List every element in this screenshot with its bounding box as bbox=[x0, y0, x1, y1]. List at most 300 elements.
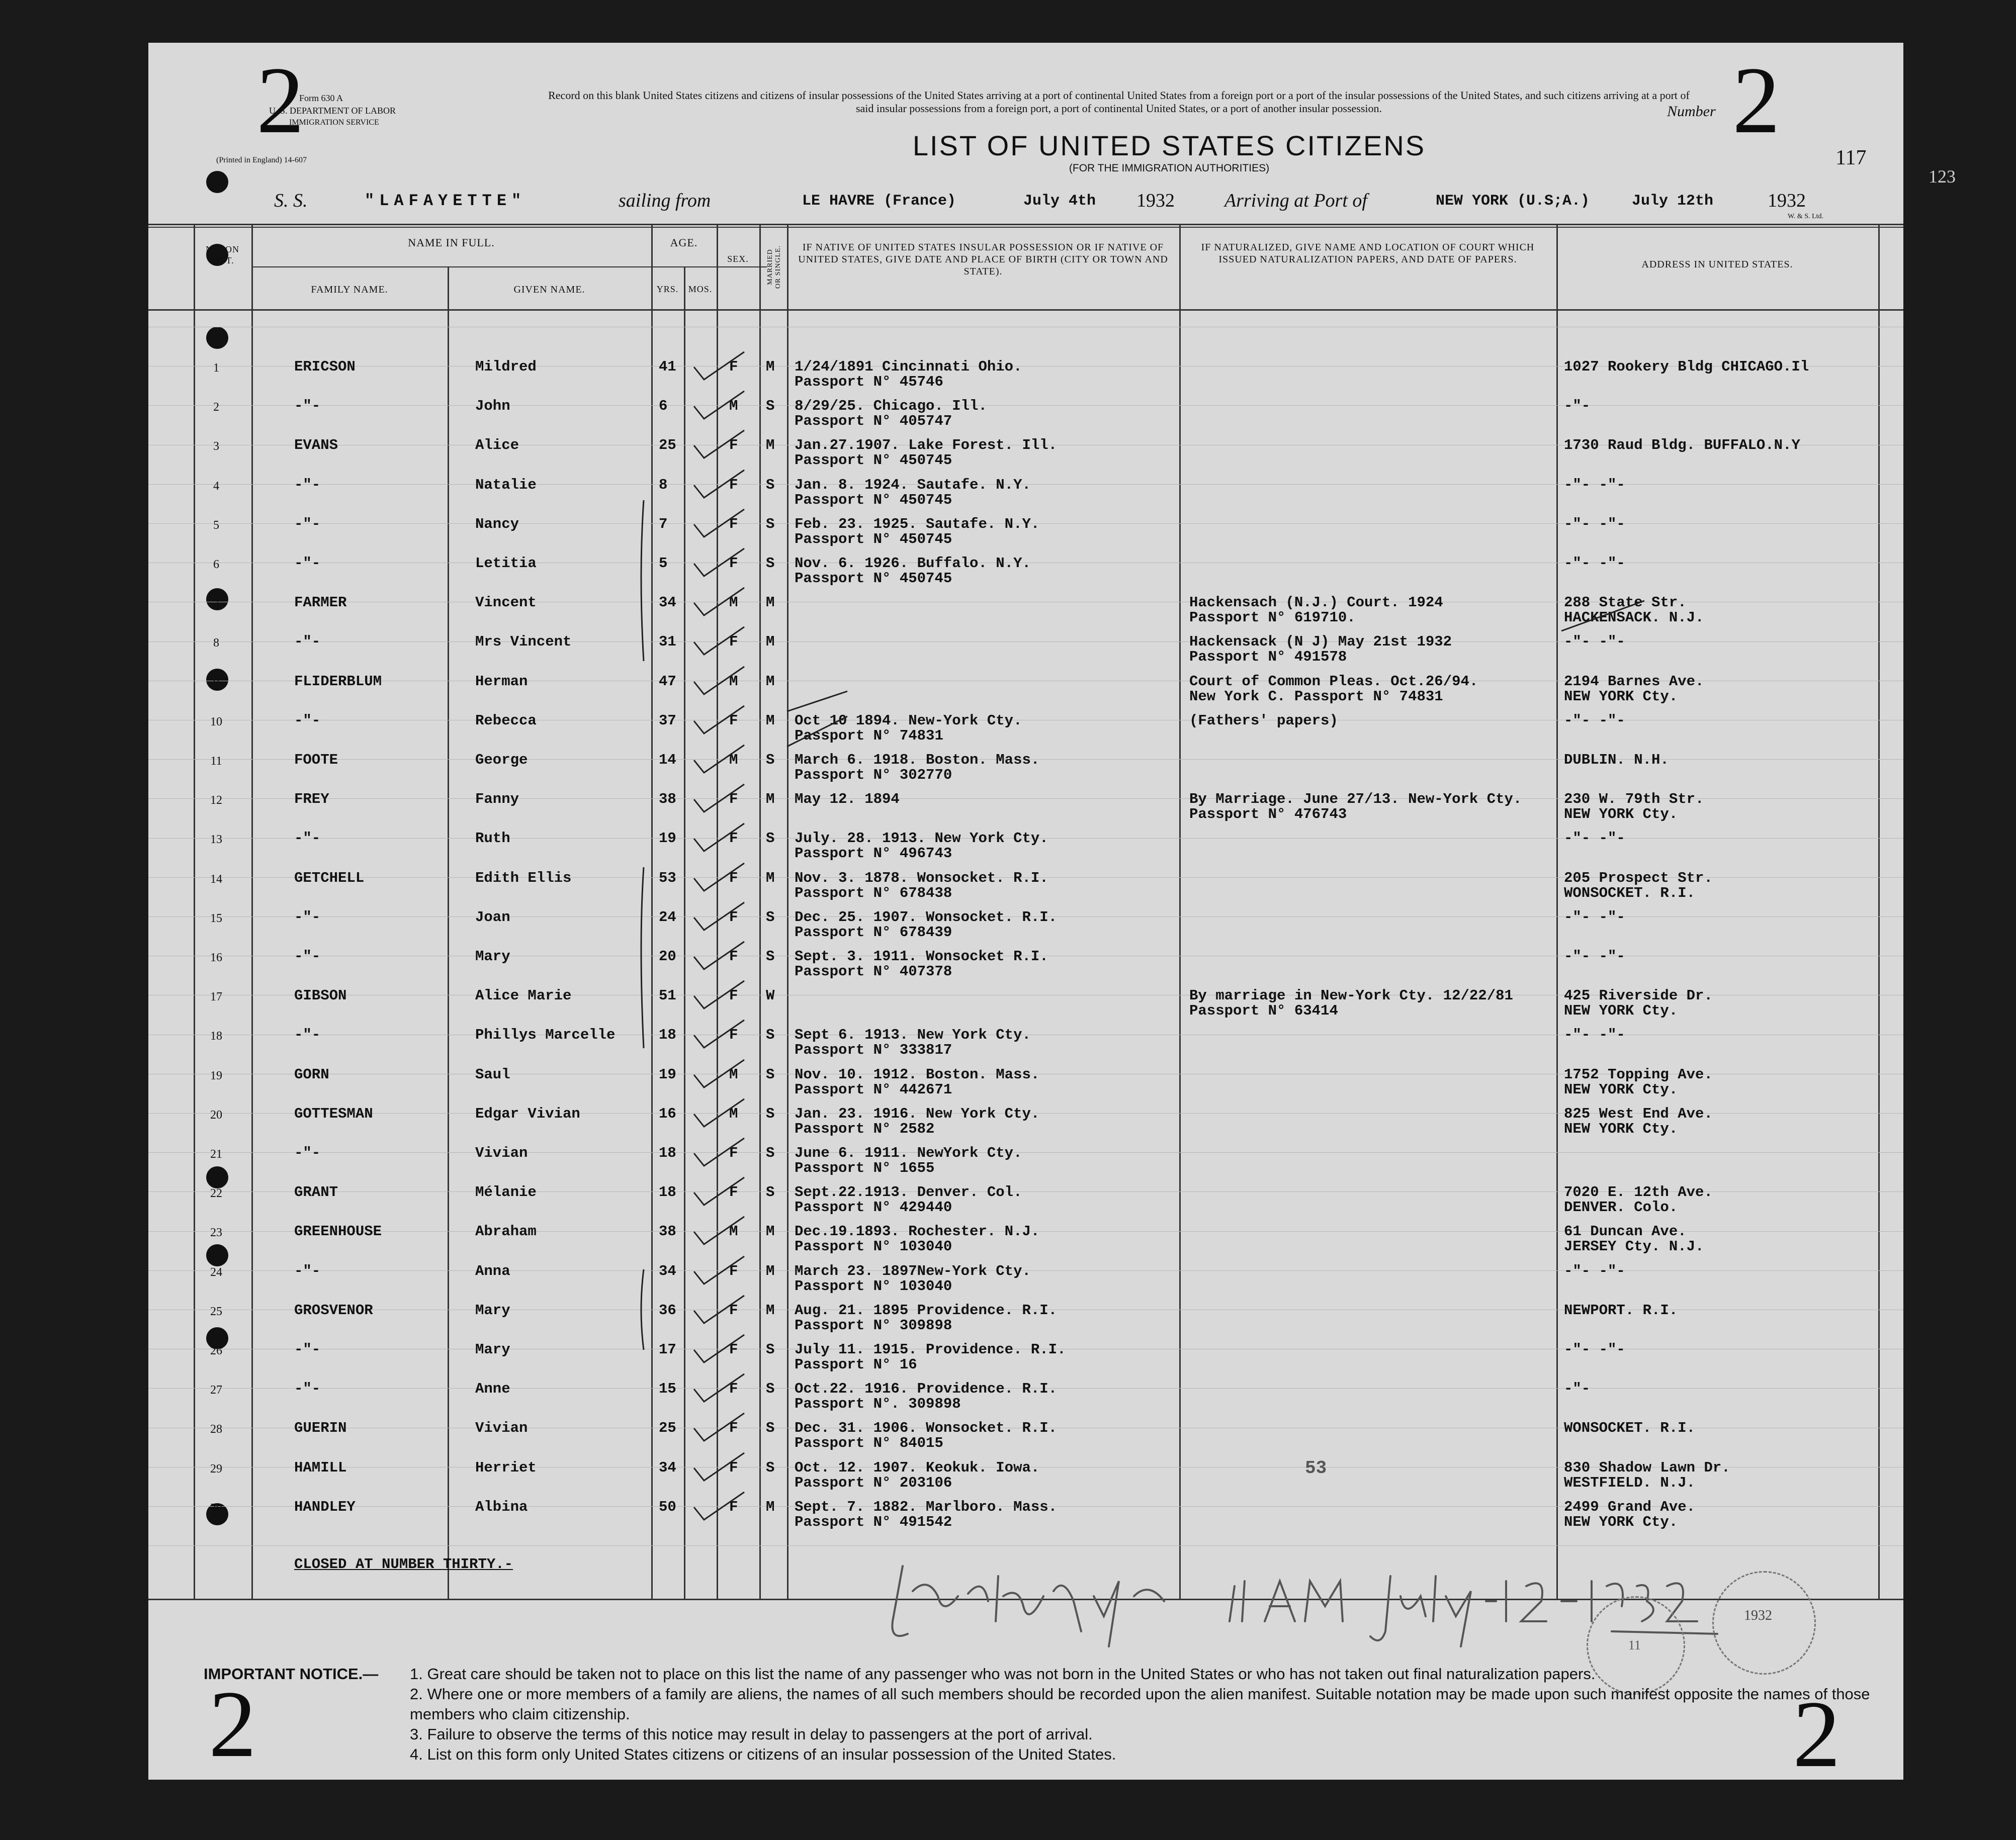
arrival-port: NEW YORK (U.S;A.) bbox=[1436, 193, 1590, 210]
family-name: HANDLEY bbox=[294, 1498, 356, 1515]
address-city: NEW YORK Cty. bbox=[1564, 688, 1678, 705]
age-years: 20 bbox=[659, 948, 676, 965]
age-years: 38 bbox=[659, 791, 676, 808]
age-years: 37 bbox=[659, 712, 676, 729]
given-name: Edgar Vivian bbox=[475, 1105, 580, 1122]
age-years: 7 bbox=[659, 515, 668, 532]
age-years: 53 bbox=[659, 869, 676, 886]
given-name: Albina bbox=[475, 1498, 528, 1515]
row-number: 12 bbox=[210, 794, 222, 807]
row-number: 18 bbox=[210, 1030, 222, 1043]
family-name: -"- bbox=[294, 1027, 321, 1044]
naturalization-info: (Fathers' papers) bbox=[1189, 712, 1338, 729]
age-years: 19 bbox=[659, 1066, 676, 1083]
notice-item: 3. Failure to observe the terms of this notice may result in delay to passengers at the port of arrival. bbox=[410, 1725, 1093, 1743]
row-number: 16 bbox=[210, 951, 222, 964]
given-name: Anna bbox=[475, 1262, 510, 1279]
family-name: -"- bbox=[294, 555, 321, 572]
given-name: Vincent bbox=[475, 594, 537, 611]
marital-status: M bbox=[766, 791, 775, 808]
marital-status: S bbox=[766, 1420, 775, 1437]
sex: F bbox=[729, 358, 738, 375]
marital-status: W bbox=[766, 987, 775, 1004]
arrival-date: July 12th bbox=[1632, 193, 1714, 210]
family-name: -"- bbox=[294, 398, 321, 415]
address: 425 Riverside Dr. bbox=[1564, 987, 1713, 1004]
birth-info: March 23. 1897New-York Cty. bbox=[795, 1262, 1031, 1279]
birth-info: July. 28. 1913. New York Cty. bbox=[795, 830, 1048, 847]
notice-item: 1. Great care should be taken not to place on this list the name of any passenger who was not born in the United States or who has not taken out final naturalization papers. bbox=[410, 1665, 1596, 1683]
family-name: -"- bbox=[294, 515, 321, 532]
family-name: GUERIN bbox=[294, 1420, 347, 1437]
edge-number: 123 bbox=[1929, 166, 1956, 187]
arrival-year: 1932 bbox=[1768, 190, 1806, 211]
sex: F bbox=[729, 555, 738, 572]
birth-info: Dec. 31. 1906. Wonsocket. R.I. bbox=[795, 1420, 1058, 1437]
address: 230 W. 79th Str. bbox=[1564, 791, 1704, 808]
family-name: -"- bbox=[294, 830, 321, 847]
row-number: 21 bbox=[210, 1148, 222, 1161]
sex: F bbox=[729, 515, 738, 532]
family-name: -"- bbox=[294, 908, 321, 926]
age-years: 25 bbox=[659, 1420, 676, 1437]
address: 205 Prospect Str. bbox=[1564, 869, 1713, 886]
address: 61 Duncan Ave. bbox=[1564, 1223, 1687, 1240]
address: -"- -"- bbox=[1564, 908, 1625, 926]
bottom-left-number: 2 bbox=[209, 1672, 256, 1777]
given-name: Abraham bbox=[475, 1223, 537, 1240]
sex: F bbox=[729, 908, 738, 926]
sex: F bbox=[729, 1027, 738, 1044]
family-name: -"- bbox=[294, 712, 321, 729]
row-number: 23 bbox=[210, 1226, 222, 1240]
header-address: ADDRESS IN UNITED STATES. bbox=[1641, 259, 1793, 270]
passport-number: Passport N° 678438 bbox=[795, 884, 952, 901]
marital-status: S bbox=[766, 1145, 775, 1161]
family-name: -"- bbox=[294, 1381, 321, 1398]
given-name: Mildred bbox=[475, 358, 537, 375]
pen-stroke bbox=[787, 691, 847, 711]
birth-info: Sept. 7. 1882. Marlboro. Mass. bbox=[795, 1498, 1058, 1515]
marital-status: S bbox=[766, 476, 775, 493]
marital-status: S bbox=[766, 515, 775, 532]
ship-name: "LAFAYETTE" bbox=[365, 192, 527, 210]
header-family-name: FAMILY NAME. bbox=[311, 284, 388, 295]
given-name: Herman bbox=[475, 673, 528, 690]
sex: F bbox=[729, 1145, 738, 1161]
birth-info: Nov. 6. 1926. Buffalo. N.Y. bbox=[795, 555, 1031, 572]
row-number: 11 bbox=[210, 755, 222, 768]
address: -"- -"- bbox=[1564, 1341, 1625, 1358]
row-number: 6 bbox=[213, 558, 219, 571]
address-city: JERSEY Cty. N.J. bbox=[1564, 1238, 1704, 1255]
passport-number: Passport N° 74831 bbox=[795, 727, 943, 744]
sex: F bbox=[729, 476, 738, 493]
address: -"- -"- bbox=[1564, 1262, 1625, 1279]
birth-info: July 11. 1915. Providence. R.I. bbox=[795, 1341, 1066, 1358]
address: -"- -"- bbox=[1564, 712, 1625, 729]
page-number: 117 bbox=[1835, 146, 1867, 169]
address: DUBLIN. N.H. bbox=[1564, 752, 1669, 768]
passport-number: Passport N° 678439 bbox=[795, 924, 952, 941]
passport-number: Passport N° 407378 bbox=[795, 963, 952, 980]
address: 288 State Str. bbox=[1564, 594, 1687, 611]
row-number: 13 bbox=[210, 833, 222, 847]
row-number: 7 bbox=[213, 597, 219, 611]
marital-status: S bbox=[766, 752, 775, 768]
service: IMMIGRATION SERVICE bbox=[289, 118, 379, 127]
address: NEWPORT. R.I. bbox=[1564, 1302, 1678, 1319]
row-number: 30 bbox=[210, 1501, 222, 1515]
sex: M bbox=[729, 398, 738, 415]
sex: F bbox=[729, 1498, 738, 1515]
form-id: Form 630 A bbox=[299, 93, 343, 103]
passport-number: Passport N° 2582 bbox=[795, 1120, 935, 1137]
passport-number: Passport N°. 309898 bbox=[795, 1396, 961, 1413]
pen-stroke bbox=[1561, 601, 1644, 631]
family-name: FLIDERBLUM bbox=[294, 673, 382, 690]
manifest-page bbox=[148, 43, 1956, 1787]
marital-status: S bbox=[766, 555, 775, 572]
sail-date: July 4th bbox=[1023, 193, 1096, 210]
sex: F bbox=[729, 437, 738, 454]
given-name: Mary bbox=[475, 948, 510, 965]
header-age: AGE. bbox=[670, 236, 698, 249]
row-number: 5 bbox=[213, 518, 219, 532]
family-name: -"- bbox=[294, 948, 321, 965]
row-number: 1 bbox=[213, 361, 219, 375]
address: 1730 Raud Bldg. BUFFALO.N.Y bbox=[1564, 437, 1800, 454]
closing-statement bbox=[294, 1556, 513, 1573]
notice-item: 4. List on this form only United States citizens or citizens of an insular possession of the United States. bbox=[410, 1745, 1116, 1763]
birth-info: Feb. 23. 1925. Sautafe. N.Y. bbox=[795, 515, 1040, 532]
birth-info: Sept.22.1913. Denver. Col. bbox=[795, 1184, 1022, 1201]
naturalization-passport: Passport N° 491578 bbox=[1189, 649, 1347, 666]
sex: M bbox=[729, 1105, 738, 1122]
address: 1027 Rookery Bldg CHICAGO.Il bbox=[1564, 358, 1809, 375]
family-name: GETCHELL bbox=[294, 869, 365, 886]
sex: F bbox=[729, 987, 738, 1004]
address: 2194 Barnes Ave. bbox=[1564, 673, 1704, 690]
age-years: 50 bbox=[659, 1498, 676, 1515]
marital-status: S bbox=[766, 908, 775, 926]
passport-number: Passport N° 496743 bbox=[795, 845, 952, 862]
marital-status: S bbox=[766, 1341, 775, 1358]
address-city: NEW YORK Cty. bbox=[1564, 1120, 1678, 1137]
passport-number: Passport N° 442671 bbox=[795, 1081, 952, 1098]
marital-status: M bbox=[766, 712, 775, 729]
age-years: 25 bbox=[659, 437, 676, 454]
row-number: 26 bbox=[210, 1344, 222, 1357]
address: -"- -"- bbox=[1564, 633, 1625, 651]
marital-status: M bbox=[766, 1262, 775, 1279]
given-name: John bbox=[475, 398, 510, 415]
age-years: 6 bbox=[659, 398, 668, 415]
row-number: 4 bbox=[213, 479, 219, 493]
sex: F bbox=[729, 948, 738, 965]
notice-items bbox=[410, 1664, 1878, 1765]
family-name: -"- bbox=[294, 1262, 321, 1279]
given-name: Alice bbox=[475, 437, 519, 454]
age-years: 18 bbox=[659, 1027, 676, 1044]
department: U. S. DEPARTMENT OF LABOR bbox=[269, 106, 396, 116]
row-number: 27 bbox=[210, 1384, 222, 1397]
number-label: Number bbox=[1667, 103, 1716, 120]
row-number: 8 bbox=[213, 636, 219, 650]
marital-status: M bbox=[766, 1223, 775, 1240]
birth-info: June 6. 1911. NewYork Cty. bbox=[795, 1145, 1022, 1161]
sex: M bbox=[729, 752, 738, 768]
marital-status: S bbox=[766, 1066, 775, 1083]
header-naturalized: IF NATURALIZED, GIVE NAME AND LOCATION OF COURT WHICH ISSUED NATURALIZATION PAPERS, AND DATE OF PAPERS. bbox=[1201, 242, 1535, 265]
address: -"- bbox=[1564, 1381, 1591, 1398]
stamp-text: 1932 bbox=[1744, 1608, 1772, 1623]
naturalization-passport: New York C. Passport N° 74831 bbox=[1189, 688, 1443, 705]
age-years: 16 bbox=[659, 1105, 676, 1122]
stamp-text: 11 bbox=[1628, 1638, 1641, 1652]
header-age-years: YRS. bbox=[656, 284, 679, 294]
given-name: Alice Marie bbox=[475, 987, 572, 1004]
age-years: 5 bbox=[659, 555, 668, 572]
family-name: FOOTE bbox=[294, 752, 338, 768]
header-no: NO. ON LIST. bbox=[206, 244, 239, 265]
row-number: 29 bbox=[210, 1462, 222, 1476]
passport-number: Passport N° 84015 bbox=[795, 1435, 943, 1452]
page-subtitle: (FOR THE IMMIGRATION AUTHORITIES) bbox=[1069, 162, 1270, 174]
row-number: 22 bbox=[210, 1187, 222, 1201]
sex: F bbox=[729, 830, 738, 847]
family-name: ERICSON bbox=[294, 358, 356, 375]
age-years: 34 bbox=[659, 594, 676, 611]
passport-number: Passport N° 309898 bbox=[795, 1317, 952, 1334]
birth-info: Jan. 23. 1916. New York Cty. bbox=[795, 1105, 1040, 1122]
birth-info: Sept 6. 1913. New York Cty. bbox=[795, 1027, 1031, 1044]
passport-number: Passport N° 405747 bbox=[795, 413, 952, 430]
age-years: 19 bbox=[659, 830, 676, 847]
given-name: Mrs Vincent bbox=[475, 633, 572, 651]
family-name: FREY bbox=[294, 791, 329, 808]
passport-number: Passport N° 450745 bbox=[795, 570, 952, 587]
birth-info: Oct 10 1894. New-York Cty. bbox=[795, 712, 1022, 729]
marital-status: M bbox=[766, 594, 775, 611]
family-bracket bbox=[641, 1269, 644, 1350]
notice-item: 2. Where one or more members of a family are aliens, the names of all such members should be recorded upon the alien manifest. Suitable notation may be made upon such manifest opposite the names of those members who claim citizenship. bbox=[410, 1685, 1870, 1723]
marital-status: S bbox=[766, 1459, 775, 1476]
naturalization-passport: Passport N° 619710. bbox=[1189, 609, 1356, 626]
given-name: Vivian bbox=[475, 1145, 528, 1161]
address: WONSOCKET. R.I. bbox=[1564, 1420, 1696, 1437]
page-title: LIST OF UNITED STATES CITIZENS bbox=[912, 130, 1426, 161]
row-number: 10 bbox=[210, 715, 222, 728]
sex: F bbox=[729, 1459, 738, 1476]
sex: F bbox=[729, 1341, 738, 1358]
passport-number: Passport N° 429440 bbox=[795, 1199, 952, 1216]
address-city: NEW YORK Cty. bbox=[1564, 1081, 1678, 1098]
passport-number: Passport N° 103040 bbox=[795, 1238, 952, 1255]
address: -"- -"- bbox=[1564, 830, 1625, 847]
departure-port: LE HAVRE (France) bbox=[802, 193, 956, 210]
given-name: George bbox=[475, 752, 528, 768]
sex: M bbox=[729, 1066, 738, 1083]
marital-status: S bbox=[766, 1184, 775, 1201]
family-bracket bbox=[641, 867, 644, 1048]
family-name: EVANS bbox=[294, 437, 338, 454]
ss-label: S. S. bbox=[274, 190, 308, 211]
birth-info: Dec.19.1893. Rochester. N.J. bbox=[795, 1223, 1040, 1240]
age-years: 24 bbox=[659, 908, 676, 926]
age-years: 17 bbox=[659, 1341, 676, 1358]
naturalization-passport: Passport N° 476743 bbox=[1189, 806, 1347, 823]
address-city: WESTFIELD. N.J. bbox=[1564, 1474, 1696, 1491]
given-name: Vivian bbox=[475, 1420, 528, 1437]
given-name: Nancy bbox=[475, 515, 519, 532]
age-years: 38 bbox=[659, 1223, 676, 1240]
printer-mark: W. & S. Ltd. bbox=[1788, 213, 1824, 220]
passport-number: Passport N° 302770 bbox=[795, 767, 952, 783]
row-number: 15 bbox=[210, 911, 222, 925]
given-name: Joan bbox=[475, 908, 510, 926]
given-name: Ruth bbox=[475, 830, 510, 847]
sex: F bbox=[729, 1262, 738, 1279]
family-name: -"- bbox=[294, 1341, 321, 1358]
family-name: HAMILL bbox=[294, 1459, 347, 1476]
marital-status: S bbox=[766, 1105, 775, 1122]
address: -"- -"- bbox=[1564, 1027, 1625, 1044]
birth-info: Jan.27.1907. Lake Forest. Ill. bbox=[795, 437, 1058, 454]
arriving-label: Arriving at Port of bbox=[1224, 190, 1367, 211]
marital-status: S bbox=[766, 1381, 775, 1398]
header-sex: SEX. bbox=[727, 254, 749, 264]
sex: F bbox=[729, 1420, 738, 1437]
margin-note: 53 bbox=[1305, 1458, 1327, 1479]
given-name: Mary bbox=[475, 1302, 510, 1319]
row-number: 2 bbox=[213, 401, 219, 414]
form-number-large: 2 bbox=[256, 48, 304, 153]
printed-note: (Printed in England) 14-607 bbox=[216, 156, 307, 164]
age-years: 15 bbox=[659, 1381, 676, 1398]
passport-number: Passport N° 450745 bbox=[795, 530, 952, 547]
given-name: Fanny bbox=[475, 791, 519, 808]
family-name: FARMER bbox=[294, 594, 347, 611]
header-married-single: MARRIED OR SINGLE. bbox=[766, 245, 782, 289]
header-age-months: MOS. bbox=[688, 284, 713, 294]
header-birth: IF NATIVE OF UNITED STATES INSULAR POSSESSION OR IF NATIVE OF UNITED STATES, GIVE DATE AND PLACE OF BIRTH (CITY OR TOWN AND STATE). bbox=[798, 242, 1168, 277]
sex: F bbox=[729, 791, 738, 808]
address: -"- -"- bbox=[1564, 476, 1625, 493]
age-years: 18 bbox=[659, 1145, 676, 1161]
row-number: 9 bbox=[213, 676, 219, 689]
given-name: Saul bbox=[475, 1066, 510, 1083]
address: -"- -"- bbox=[1564, 515, 1625, 532]
age-years: 41 bbox=[659, 358, 676, 375]
sex: F bbox=[729, 633, 738, 651]
age-years: 14 bbox=[659, 752, 676, 768]
sex: F bbox=[729, 869, 738, 886]
address-city: WONSOCKET. R.I. bbox=[1564, 884, 1696, 901]
passport-number: Passport N° 45746 bbox=[795, 374, 943, 390]
marital-status: M bbox=[766, 358, 775, 375]
row-number: 14 bbox=[210, 872, 222, 886]
naturalization-info: Court of Common Pleas. Oct.26/94. bbox=[1189, 673, 1478, 690]
row-number: 25 bbox=[210, 1305, 222, 1318]
age-years: 36 bbox=[659, 1302, 676, 1319]
sail-year: 1932 bbox=[1136, 190, 1175, 211]
sex: M bbox=[729, 594, 738, 611]
birth-info: Jan. 8. 1924. Sautafe. N.Y. bbox=[795, 476, 1031, 493]
family-name: GREENHOUSE bbox=[294, 1223, 382, 1240]
marital-status: S bbox=[766, 830, 775, 847]
closing-text: CLOSED AT NUMBER THIRTY.- bbox=[294, 1556, 513, 1573]
address: 825 West End Ave. bbox=[1564, 1105, 1713, 1122]
address: 1752 Topping Ave. bbox=[1564, 1066, 1713, 1083]
given-name: Anne bbox=[475, 1381, 510, 1398]
age-years: 47 bbox=[659, 673, 676, 690]
marital-status: M bbox=[766, 1498, 775, 1515]
sailing-label: sailing from bbox=[619, 190, 711, 211]
birth-info: Aug. 21. 1895 Providence. R.I. bbox=[795, 1302, 1058, 1319]
family-name: GORN bbox=[294, 1066, 329, 1083]
marital-status: S bbox=[766, 398, 775, 415]
age-years: 34 bbox=[659, 1459, 676, 1476]
sex: F bbox=[729, 1184, 738, 1201]
row-number: 20 bbox=[210, 1108, 222, 1122]
address-city: NEW YORK Cty. bbox=[1564, 1513, 1678, 1530]
given-name: Rebecca bbox=[475, 712, 537, 729]
birth-info: 8/29/25. Chicago. Ill. bbox=[795, 398, 987, 415]
marital-status: M bbox=[766, 869, 775, 886]
sex: M bbox=[729, 673, 738, 690]
marital-status: M bbox=[766, 673, 775, 690]
sex: F bbox=[729, 1381, 738, 1398]
family-name: -"- bbox=[294, 476, 321, 493]
row-number: 17 bbox=[210, 990, 222, 1004]
bottom-right-number: 2 bbox=[1793, 1682, 1840, 1787]
passport-number: Passport N° 450745 bbox=[795, 452, 952, 469]
list-number: 2 bbox=[1732, 48, 1780, 153]
birth-info: Sept. 3. 1911. Wonsocket R.I. bbox=[795, 948, 1048, 965]
birth-info: Nov. 3. 1878. Wonsocket. R.I. bbox=[795, 869, 1048, 886]
row-number: 28 bbox=[210, 1423, 222, 1436]
passport-number: Passport N° 491542 bbox=[795, 1513, 952, 1530]
given-name: Letitia bbox=[475, 555, 537, 572]
pen-stroke bbox=[787, 716, 847, 747]
address: 7020 E. 12th Ave. bbox=[1564, 1184, 1713, 1201]
marital-status: S bbox=[766, 948, 775, 965]
hand-marks bbox=[148, 43, 1903, 1787]
birth-info: Nov. 10. 1912. Boston. Mass. bbox=[795, 1066, 1040, 1083]
birth-info: March 6. 1918. Boston. Mass. bbox=[795, 752, 1040, 768]
given-name: Edith Ellis bbox=[475, 869, 572, 886]
given-name: Phillys Marcelle bbox=[475, 1027, 616, 1044]
given-name: Mary bbox=[475, 1341, 510, 1358]
address-city: HACKENSACK. N.J. bbox=[1564, 609, 1704, 626]
family-name: GOTTESMAN bbox=[294, 1105, 373, 1122]
row-number: 19 bbox=[210, 1069, 222, 1082]
passport-number: Passport N° 333817 bbox=[795, 1042, 952, 1059]
birth-info: May 12. 1894 bbox=[795, 791, 900, 808]
naturalization-info: Hackensack (N J) May 21st 1932 bbox=[1189, 633, 1452, 651]
marital-status: M bbox=[766, 633, 775, 651]
address-city: NEW YORK Cty. bbox=[1564, 1002, 1678, 1020]
sex: F bbox=[729, 712, 738, 729]
header-given-name: GIVEN NAME. bbox=[513, 284, 585, 295]
notice-title: IMPORTANT NOTICE.— bbox=[204, 1665, 379, 1683]
age-years: 31 bbox=[659, 633, 676, 651]
birth-info: Oct.22. 1916. Providence. R.I. bbox=[795, 1381, 1058, 1398]
sex: M bbox=[729, 1223, 738, 1240]
naturalization-passport: Passport N° 63414 bbox=[1189, 1002, 1338, 1020]
marital-status: M bbox=[766, 437, 775, 454]
